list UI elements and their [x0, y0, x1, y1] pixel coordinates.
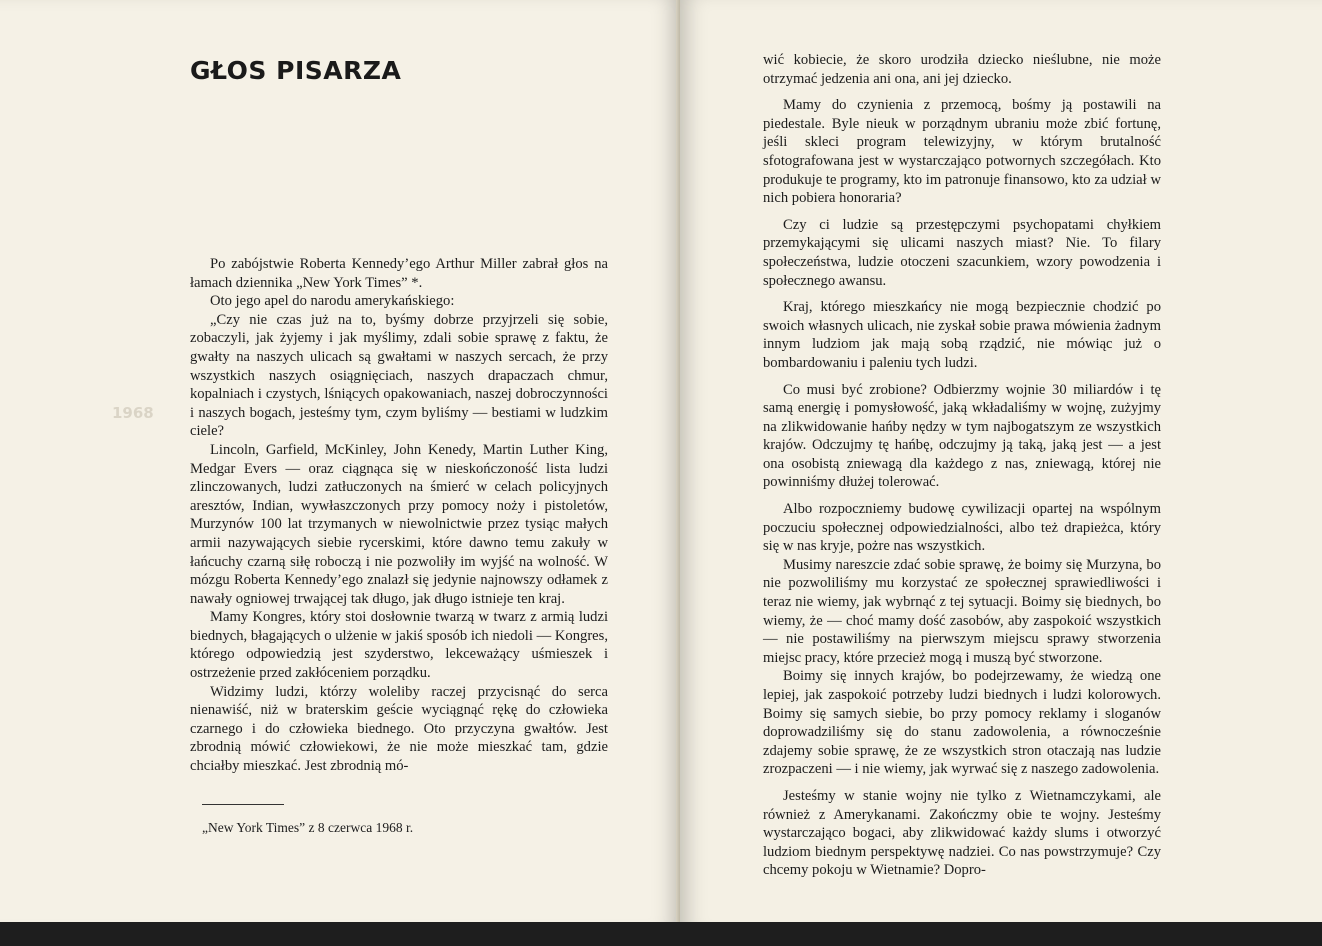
right-text-column — [763, 51, 1161, 880]
footnote: „New York Times” z 8 czerwca 1968 r. — [202, 820, 414, 835]
page-title: GŁOS PISARZA — [190, 56, 402, 85]
paragraph: Lincoln, Garfield, McKinley, John Kenedy, Martin Luther King, Medgar Evers — oraz ciągnąca się w nieskończoność lista ludzi zlinczowanych, ludzi zatłuczonych na śmierć w celach policyjnych aresztów, Indian, wywłaszczonych przy pomocy noży i pistoletów, Murzynów 100 lat trzymanych w niewolnictwie przez tysiąc małych armii nazywających siebie rycerskimi, które dawno temu zakuły w łańcuchy czarną siłę roboczą i nie pozwoliły im wyjść na wolność. W mózgu Roberta Kennedy’ego znalazł się jedynie najnowszy odłamek z nawały ogniowej trwającej tak długo, jak długo istnieje ten kraj. — [190, 441, 608, 607]
paragraph: „Czy nie czas już na to, byśmy dobrze przyjrzeli się sobie, zobaczyli, jak żyjemy i jak myślimy, zdali sobie sprawę z faktu, że gwałty na naszych ulicach są gwałtami w naszych sercach, że przy wszystkich naszych osiągnięciach, naszych drapaczach chmur, kopalniach i czystych, lśniących opakowaniach, naszej dobroczynności i naszych bogach, jesteśmy tym, czym byliśmy — bestiami w ludzkim ciele? — [190, 311, 608, 440]
paragraph: Widzimy ludzi, którzy woleliby raczej przycisnąć do serca nienawiść, niż w braterskim geście wyciągnąć rękę do człowieka czarnego i do człowieka biednego. Oto przyczyna gwałtów. Jest zbrodnią mówić człowiekowi, że nie może mieszkać tam, gdzie chciałby mieszkać. Jest zbrodnią mó- — [190, 683, 608, 775]
bleed-through-year: 1968 — [112, 404, 154, 422]
paragraph: Czy ci ludzie są przestępczymi psychopatami chyłkiem przemykającymi się ulicami naszych miast? Nie. To filary społeczeństwa, ludzie otoczeni szacunkiem, wzory powodzenia i społecznego awansu. — [763, 216, 1161, 289]
paragraph: Po zabójstwie Roberta Kennedy’ego Arthur Miller zabrał głos na łamach dziennika „New York Times” *. — [190, 256, 608, 291]
paragraph: Albo rozpoczniemy budowę cywilizacji opartej na wspólnym poczuciu społecznej odpowiedzialności, albo też drapieżca, który się w nas kryje, pożre nas wszystkich. — [763, 501, 1161, 555]
paragraph: Musimy nareszcie zdać sobie sprawę, że boimy się Murzyna, bo nie pozwoliliśmy mu korzystać ze społecznej sprawiedliwości i teraz nie wiemy, jak wybrnąć z tej sytuacji. Boimy się biednych, bo wiemy, że — choć mamy dość zasobów, aby zaspokoić wszystkich — nie postawiliśmy na pierwszym miejscu sprawy stworzenia miejsc pracy, które przecież mogą i muszą być stworzone. — [763, 556, 1161, 666]
paragraph: Mamy do czynienia z przemocą, bośmy ją postawili na piedestale. Byle nieuk w porządnym ubraniu może zbić fortunę, jeśli sklеci program telewizyjny, w którym brutalność sfotografowana jest w wystarczająco potwornych szczegółach. Kto produkuje te programy, kto im patronuje finansowo, kto za udział w nich pobiera honoraria? — [763, 97, 1161, 207]
paragraph: Kraj, którego mieszkańcy nie mogą bezpiecznie chodzić po swoich własnych ulicach, nie zyskał sobie prawa mówienia żadnym innym ludziom jak mają sobą rządzić, nie mówiąc już o bombardowaniu i paleniu tych ludzi. — [763, 299, 1161, 371]
paragraph: wić kobiecie, że skoro urodziła dziecko nieślubne, nie może otrzymać jedzenia ani ona, ani jej dziecko. — [763, 52, 1161, 87]
paragraph: Jesteśmy w stanie wojny nie tylko z Wietnamczykami, ale również z Amerykanami. Zakończmy obie te wojny. Jesteśmy wystarczająco bogaci, aby zlikwidować każdy slums i otworzyć ludziom biednym perspektywę nadziei. Co nas powstrzymuje? Czy chcemy pokoju w Wietnamie? Dopro- — [763, 787, 1161, 879]
paragraph: Co musi być zrobione? Odbierzmy wojnie 30 miliardów i tę samą energię i pomysłowość, jaką wkładaliśmy w wojnę, zużyjmy na zlikwidowanie hańby nędzy w tym najbogatszym ze wszystkich krajów. Odczujmy tę hańbę, odczujmy ją taką, jaką jest — a jest ona osobistą zniewagą dla każdego z nas, zniewagą, której nie powinniśmy dłużej tolerować. — [763, 381, 1161, 491]
paragraph: Mamy Kongres, który stoi dosłownie twarzą w twarz z armią ludzi biednych, błagających o ulżenie w jakiś sposób ich niedoli — Kongres, którego odpowiedzią jest szyderstwo, lekceważący uśmieszek i ostrzeżenie przed zakłóceniem porządku. — [190, 609, 608, 682]
paragraph: Oto jego apel do narodu amerykańskiego: — [210, 293, 455, 310]
footnote-divider — [202, 804, 284, 805]
paragraph: Boimy się innych krajów, bo podejrzewamy, że wiedzą one lepiej, jak zaspokoić potrzeby ludzi biednych i ludzi kolorowych. Boimy się samych siebie, bo przy pomocy reklamy i sloganów doprowadziliśmy się do stanu zadowolenia, a równocześnie zdajemy sobie sprawę, że ze wszystkich stron otaczają nas ludzie zrozpaczeni — i nie wiemy, jak wyrwać się z naszego zadowolenia. — [763, 668, 1161, 778]
right-page — [680, 0, 1322, 930]
left-text-column — [190, 255, 608, 776]
scanner-edge — [0, 922, 1322, 946]
